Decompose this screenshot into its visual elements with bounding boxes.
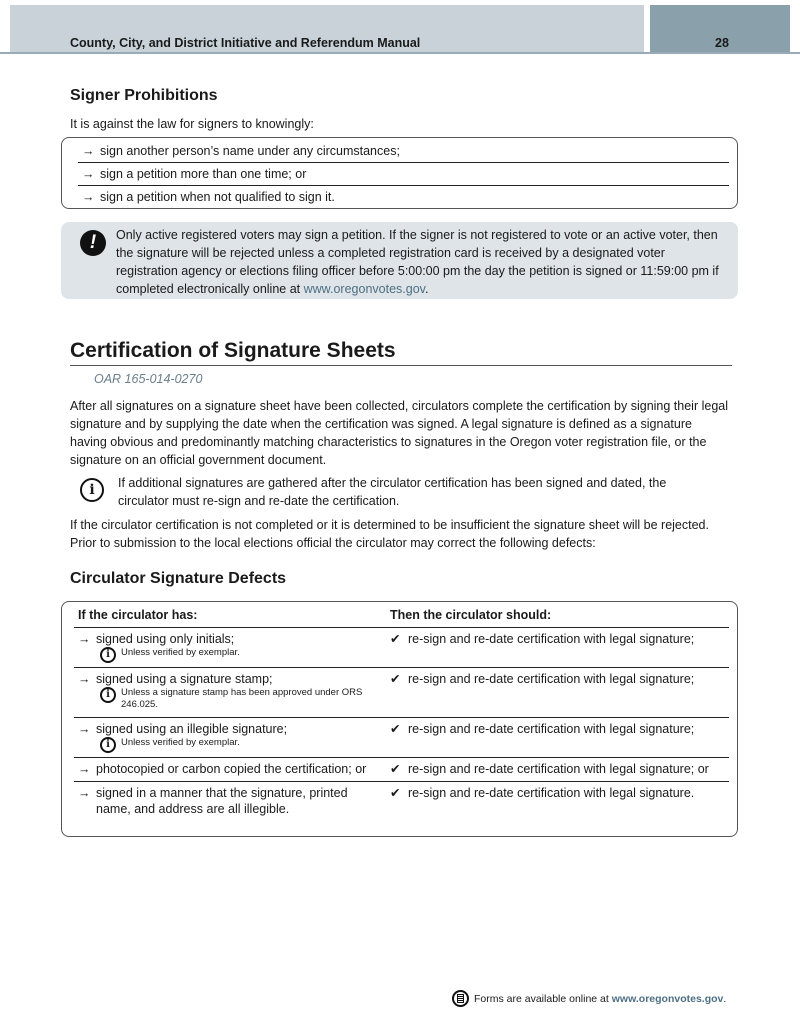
signer-intro: It is against the law for signers to knowingly: (70, 117, 314, 131)
arrow-right-icon: → (78, 632, 91, 646)
section-heading-defects: Circulator Signature Defects (70, 570, 287, 587)
cell-has: signed using an illegible signature; (96, 722, 288, 736)
cell-should: re-sign and re-date certification with legal signature; (408, 632, 695, 646)
arrow-right-icon: → (82, 144, 95, 158)
checkmark-icon: ✔ (390, 722, 401, 736)
checkmark-icon: ✔ (390, 762, 401, 776)
table-header-row (74, 602, 729, 628)
col-header-has: If the circulator has: (74, 602, 386, 628)
footer-end: . (723, 992, 727, 1005)
arrow-right-icon: → (78, 762, 91, 776)
checkmark-icon: ✔ (390, 786, 401, 800)
item-text: sign a petition when not qualified to sign it. (100, 190, 335, 204)
oar-reference: OAR 165-014-0270 (94, 372, 203, 386)
item-text: sign a petition more than one time; or (100, 167, 307, 181)
table-row (74, 668, 729, 718)
cell-has: signed in a manner that the signature, printed name, and address are all illegible. (96, 786, 348, 816)
oregonvotes-link[interactable]: www.oregonvotes.gov (303, 282, 425, 296)
warning-callout (61, 222, 738, 299)
info-icon: i (100, 687, 116, 703)
cell-should: re-sign and re-date certification with legal signature; or (408, 762, 709, 776)
info-icon: i (80, 478, 104, 502)
cell-note: Unless verified by exemplar. (121, 647, 240, 658)
list-item (78, 186, 729, 209)
prohibitions-list (61, 137, 738, 209)
page-number: 28 (715, 36, 729, 50)
table-row (74, 758, 729, 782)
cert-note: If additional signatures are gathered after the circulator certification has been signed and dated, the circulator must re-sign and re-date the certification. (118, 476, 667, 508)
cert-paragraph-1: After all signatures on a signature sheet have been collected, circulators complete the certification by signing their legal signature and by supplying the date when the certification was signed. A legal signature is defined as a signature having obvious and predominantly matching characteristics to signatures in the Oregon voter registration file, or the signature on an official government document. (70, 399, 729, 467)
arrow-right-icon: → (78, 722, 91, 736)
list-item (78, 140, 729, 163)
cell-should: re-sign and re-date certification with legal signature; (408, 722, 695, 736)
arrow-right-icon: → (82, 167, 95, 181)
page-footer (452, 990, 726, 1007)
document-title: County, City, and District Initiative and Referendum Manual (70, 36, 421, 50)
arrow-right-icon: → (78, 672, 91, 686)
table-row (74, 628, 729, 668)
list-item (78, 163, 729, 186)
arrow-right-icon: → (78, 786, 91, 800)
cell-should: re-sign and re-date certification with legal signature; (408, 672, 695, 686)
item-text: sign another person’s name under any circumstances; (100, 144, 400, 158)
section-heading-certification: Certification of Signature Sheets (70, 339, 396, 362)
checkmark-icon: ✔ (390, 672, 401, 686)
table-row (74, 782, 729, 822)
checkmark-icon: ✔ (390, 632, 401, 646)
warning-text (116, 226, 726, 298)
defects-table (61, 601, 738, 837)
section-heading-signer-prohibitions: Signer Prohibitions (70, 87, 218, 104)
cell-has: signed using only initials; (96, 632, 235, 646)
warning-body: Only active registered voters may sign a petition. If the signer is not registered to vote or an active voter, then the signature will be rejected unless a completed registration card is received by a designated voter registration agency or elections filing officer before 5:00:00 pm the day the petition is signed or 11:59:00 pm if completed electronically online at (116, 228, 719, 296)
table-row (74, 718, 729, 758)
cell-note: Unless a signature stamp has been approved under ORS 246.025. (121, 687, 363, 710)
exclamation-icon: ! (80, 230, 106, 256)
header-page-bar (650, 5, 790, 52)
info-icon: i (100, 737, 116, 753)
footer-link[interactable]: www.oregonvotes.gov (611, 992, 724, 1005)
cert-paragraph-2: If the circulator certification is not completed or it is determined to be insufficient the signature sheet will be rejected. Prior to submission to the local elections official the circulator may correct the following defects: (70, 518, 709, 550)
col-header-should: Then the circulator should: (386, 602, 729, 628)
cell-should: re-sign and re-date certification with legal signature. (408, 786, 695, 800)
arrow-right-icon: → (82, 190, 95, 204)
info-icon: i (100, 647, 116, 663)
page-header (0, 0, 800, 54)
cell-has: photocopied or carbon copied the certification; or (96, 762, 367, 776)
header-title-bar (10, 5, 644, 52)
document-icon (452, 990, 469, 1007)
cell-note: Unless verified by exemplar. (121, 737, 240, 748)
cell-has: signed using a signature stamp; (96, 672, 273, 686)
warning-end: . (424, 282, 429, 296)
footer-text: Forms are available online at (474, 992, 612, 1005)
cert-heading-wrap (70, 339, 732, 366)
